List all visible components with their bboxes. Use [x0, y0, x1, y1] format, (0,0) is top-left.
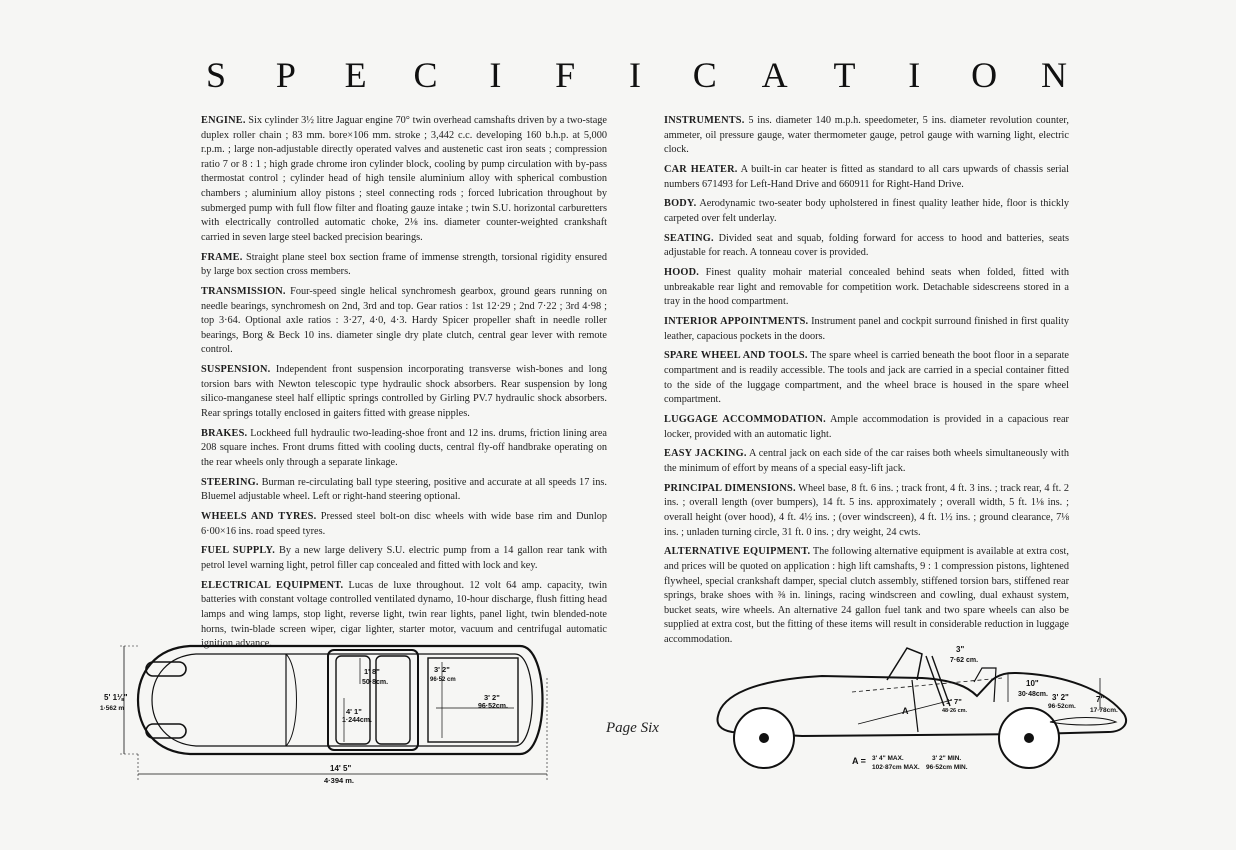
- spec-paragraph: [201, 510, 607, 539]
- side-boot-ft: 3' 2": [1052, 693, 1069, 702]
- spec-heading: SPARE WHEEL AND TOOLS.: [664, 350, 808, 362]
- spec-text: 5 ins. diameter 140 m.p.h. speedometer, 5 ins. diameter revolution counter, ammeter, oil pressure gauge, water thermometer gauge, petrol gauge with warning light, electric clock.: [664, 115, 1069, 156]
- spec-paragraph: [664, 545, 1069, 647]
- page-label: Page Six: [606, 720, 659, 736]
- spec-column-left: [201, 114, 607, 657]
- spec-text: Burman re-circulating ball type steering, positive and accurate at all speeds 17 ins. Bluemel adjustable wheel. Left or right-hand steering optional.: [201, 476, 607, 503]
- side-a-label: A =: [852, 756, 866, 766]
- title-letter: I: [628, 55, 641, 95]
- spec-heading: ENGINE.: [201, 115, 246, 126]
- spec-paragraph: [664, 482, 1069, 540]
- spec-paragraph: [664, 266, 1069, 310]
- title-letter: N: [1040, 55, 1067, 95]
- spec-text: Wheel base, 8 ft. 6 ins. ; track front, 4 ft. 3 ins. ; track rear, 4 ft. 2 ins. ; overall length (over bumpers), 14 ft. 5 ins. approximately ; overall width, 5 ft. 1⅛ ins. ; overall height (over hood), 4 ft. 4½ ins. ; (over windscreen), 4 ft. 1½ ins. ; ground clearance, 7⅛ ins. ; unladen turning circle, 31 ft. 0 ins. ; dry weight, 24 cwts.: [664, 482, 1069, 538]
- boot-length-cm: 96·52cm.: [478, 703, 508, 710]
- seat-width-cm: 1·244cm.: [342, 717, 372, 724]
- side-top-cm: 7·62 cm.: [950, 657, 979, 664]
- spec-paragraph: [664, 315, 1069, 344]
- boot-length-ft: 3' 2": [484, 693, 500, 702]
- spec-paragraph: [664, 232, 1069, 261]
- side-boot-cm: 96·52cm.: [1048, 703, 1076, 710]
- spec-paragraph: [664, 163, 1069, 192]
- spec-heading: WHEELS AND TYRES.: [201, 510, 317, 522]
- seat-depth-ft: 1' 8": [364, 667, 380, 676]
- seat-depth-cm: 50·8cm.: [362, 679, 389, 686]
- side-rear-cm: 17·78cm.: [1090, 707, 1118, 714]
- spec-heading: BRAKES.: [201, 427, 248, 439]
- title-letter: F: [555, 55, 576, 95]
- spec-heading: FRAME.: [201, 251, 243, 263]
- spec-paragraph: [664, 114, 1069, 158]
- spec-heading: HOOD.: [664, 267, 700, 279]
- spec-text: By a new large delivery S.U. electric pump from a 14 gallon rear tank with petrol level warning light, petrol filler cap concealed and fitted with lock and key.: [201, 545, 607, 571]
- spec-paragraph: [201, 363, 607, 421]
- plan-length-ft: 14' 5": [330, 764, 352, 773]
- plan-length-m: 4·394 m.: [324, 776, 355, 785]
- spec-heading: STEERING.: [201, 476, 259, 488]
- spec-heading: TRANSMISSION.: [201, 285, 286, 297]
- spec-heading: FUEL SUPPLY.: [201, 545, 275, 557]
- spec-heading: PRINCIPAL DIMENSIONS.: [664, 482, 796, 494]
- page-title: [196, 54, 1074, 96]
- side-top-ft: 3": [956, 645, 965, 654]
- spec-text: The following alternative equipment is available at extra cost, and prices will be quoted on application : high lift camshafts, 9 : 1 compression pistons, lightened flywheel, special crankshaft damper, special clutch assembly, stiffened torsion bars, stiffened rear springs, brake shoes with ⅜ in. linings, racing windscreen and cowling, dual exhaust system, bucket seats, wire wheels. An alternative 24 gallon fuel tank and two spare wheels can also be supplied at extra cost, but the fitting of these items will result in considerable reduction in luggage accommodation.: [664, 546, 1069, 645]
- seat-width-ft: 4' 1": [346, 707, 362, 716]
- side-a-max-cm: 102·87cm MAX.: [872, 764, 920, 771]
- spec-heading: SEATING.: [664, 232, 714, 244]
- spec-text: Instrument panel and cockpit surround finished in first quality leather, capacious pockets in the doors.: [664, 316, 1069, 342]
- boot-width-ft: 3' 2": [434, 665, 450, 674]
- spec-heading: BODY.: [664, 198, 697, 210]
- side-a-min-cm: 96·52cm MIN.: [926, 764, 968, 771]
- side-seat-ft: 1' 7": [946, 697, 962, 706]
- side-a-max-ft: 3' 4" MAX.: [872, 755, 904, 762]
- title-letter: T: [833, 55, 856, 95]
- spec-paragraph: [201, 285, 607, 358]
- plan-width-m: 1·562 m: [100, 705, 125, 712]
- spec-heading: INTERIOR APPOINTMENTS.: [664, 316, 809, 328]
- title-letter: P: [275, 55, 296, 95]
- title-letter: E: [344, 55, 367, 95]
- side-view-drawing: [712, 640, 1137, 780]
- spec-text: Lockheed full hydraulic two-leading-shoe front and 12 ins. drums, friction lining area 208 square inches. Front drums fitted with cooling ducts, central fly-off handbrake operating on the rear wheels only through a separate linkage.: [201, 427, 607, 468]
- spec-heading: ELECTRICAL EQUIPMENT.: [201, 579, 344, 591]
- spec-text: Six cylinder 3½ litre Jaguar engine 70° twin overhead camshafts driven by a two-stage duplex roller chain ; 83 mm. bore×106 mm. stroke ; 3,442 c.c. developing 160 b.h.p. at 5,000 r.p.m. ; large non-adjustable directly operated valves and austenetic cast iron seats ; compression ratio 7 or 8 : 1 ; high grade chrome iron cylinder block, cooling by pump circulation with by-pass thermostat control ; cylinder head of high tensile aluminium alloy with spherical combustion chambers ; aluminium alloy pistons ; steel connecting rods ; forced lubrication throughout by submerged pump with full flow filter and floating gauze intake ; twin S.U. horizontal carburetters with electrically controlled automatic choke, 2⅛ ins. diameter counter-weighted crankshaft carried in seven large steel backed precision bearings.: [201, 115, 607, 243]
- spec-text: The spare wheel is carried beneath the boot floor in a separate compartment and is readily accessible. The tools and jack are carried in a special container fitted to the side of the luggage compartment, and the wheel brace is housed in the spare wheel compartment.: [664, 350, 1069, 406]
- side-seat-cm: 48·26 cm.: [942, 708, 968, 714]
- spec-heading: ALTERNATIVE EQUIPMENT.: [664, 546, 811, 558]
- spec-text: Straight plane steel box section frame of immense strength, torsional rigidity ensured by large box section cross members.: [201, 251, 607, 278]
- spec-column-right: [664, 114, 1069, 653]
- side-depth-cm: 30·48cm.: [1018, 691, 1048, 698]
- side-depth-ft: 10": [1026, 679, 1039, 688]
- spec-paragraph: [201, 544, 607, 573]
- title-letter: O: [971, 55, 998, 95]
- spec-text: Lucas de luxe throughout. 12 volt 64 amp. capacity, twin batteries with constant voltage controlled ventilated dynamo, 10-hour discharge, flush fitting head lamps and wing lamps, stop light, reverse light, twin rear lights, panel light, twin blended-note horns, twin-blade screen wiper, cigar lighter, starter motor, vacuum and centrifugal automatic ignition advance.: [201, 579, 608, 650]
- spec-heading: EASY JACKING.: [664, 448, 747, 460]
- spec-paragraph: [201, 251, 607, 280]
- spec-paragraph: [201, 427, 607, 471]
- spec-heading: SUSPENSION.: [201, 364, 271, 376]
- spec-paragraph: [201, 476, 607, 505]
- title-letter: C: [413, 55, 438, 95]
- title-letter: I: [489, 55, 502, 95]
- spec-text: Aerodynamic two-seater body upholstered in finest quality leather hide, floor is thickly carpeted over felt underlay.: [664, 198, 1069, 224]
- spec-paragraph: [664, 197, 1069, 226]
- title-letter: A: [761, 55, 788, 95]
- title-letter: I: [908, 55, 921, 95]
- plan-width-ft: 5' 1⅛": [104, 693, 128, 702]
- spec-text: Pressed steel bolt-on disc wheels with wide base rim and Dunlop 6·00×16 ins. road speed tyres.: [201, 510, 607, 537]
- title-letter: C: [692, 55, 717, 95]
- spec-paragraph: [664, 413, 1069, 442]
- spec-paragraph: [664, 349, 1069, 407]
- spec-heading: CAR HEATER.: [664, 163, 738, 175]
- spec-text: Divided seat and squab, folding forward for access to hood and batteries, seats adjustable for reach. A tonneau cover is provided.: [664, 232, 1069, 259]
- plan-view-drawing: [100, 628, 570, 788]
- boot-width-cm: 96·52 cm: [430, 677, 456, 683]
- spec-text: Independent front suspension incorporating transverse wish-bones and long torsion bars with Newton telescopic type hydraulic shock absorbers. Rear suspension by long silico-manganese steel half elliptic springs controlled by Girling PV.7 hydraulic shock absorbers. Rear springs totally enclosed in gaiters fitted with grease nipples.: [201, 364, 607, 419]
- spec-heading: INSTRUMENTS.: [664, 115, 745, 126]
- spec-text: Four-speed single helical synchromesh gearbox, ground gears running on needle bearings, synchromesh on 2nd, 3rd and top. Gear ratios : 1st 12·29 ; 2nd 7·22 ; 3rd 4·98 ; top 3·64. Optional axle ratios : 3·27, 4·0, 4·3. Hardy Spicer propeller shaft in needle roller bearings, Borg & Beck 10 ins. diameter single dry plate clutch, central gear lever with remote control.: [201, 285, 607, 356]
- spec-text: Ample accommodation is provided in a capacious rear locker, provided with an automatic light.: [664, 414, 1069, 440]
- spec-heading: LUGGAGE ACCOMMODATION.: [664, 414, 826, 425]
- spec-text: Finest quality mohair material concealed behind seats when folded, fitted with unbreakable rear light and removable for competition work. Detachable sidescreens stored in a tray in the hood compartment.: [664, 267, 1069, 308]
- spec-text: A built-in car heater is fitted as standard to all cars upwards of chassis serial numbers 671493 for Left-Hand Drive and 660911 for Right-Hand Drive.: [664, 163, 1069, 190]
- side-rear-ft: 7": [1096, 695, 1105, 704]
- spec-paragraph: [664, 447, 1069, 476]
- spec-text: A central jack on each side of the car raises both wheels simultaneously with the minimum of effort by means of a special easy-lift jack.: [664, 448, 1069, 474]
- spec-paragraph: [201, 114, 607, 245]
- side-a-min-ft: 3' 2" MIN.: [932, 755, 962, 762]
- title-letter: S: [205, 55, 227, 95]
- side-a-marker: A: [902, 706, 909, 716]
